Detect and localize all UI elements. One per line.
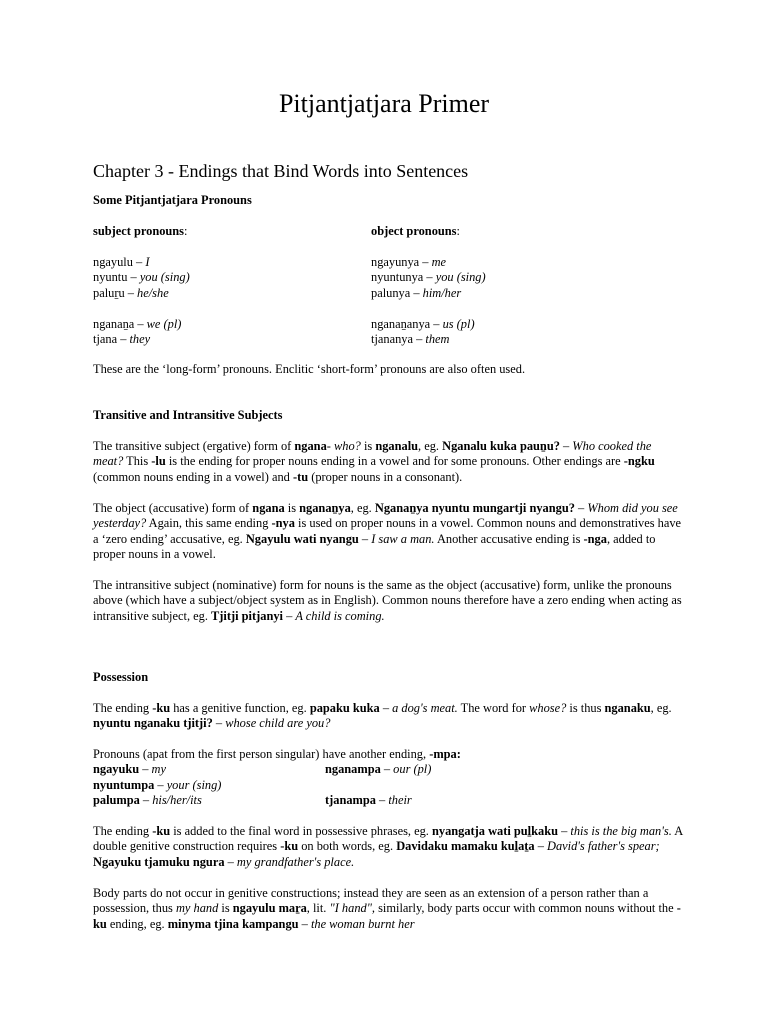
pronoun-row: nganaṉa – we (pl) nganaṉanya – us (pl): [93, 317, 475, 331]
possessive-row: ngayuku – my nganampa – our (pl): [93, 762, 432, 777]
pronoun-column-headers: [93, 224, 683, 239]
pronoun-note: These are the ‘long-form’ pronouns. Enclitic ‘short-form’ pronouns are also often used.: [93, 362, 526, 376]
possessive-row: nyuntumpa – your (sing): [93, 777, 222, 792]
paragraph-body-parts: Body parts do not occur in genitive constructions; instead they are seen as an extension of a person rather than a possession, thus my hand is ngayulu maṟa, lit. "I hand", similarly, body parts occur with common nouns without the -ku ending, eg. minyma tjina kampangu – the woman burnt her: [93, 886, 681, 931]
page-title: Pitjantjatjara Primer: [278, 89, 490, 118]
possessive-pronouns: [93, 747, 683, 809]
pronoun-row: tjana – they tjananya – them: [93, 332, 450, 347]
pronoun-table-plural: [93, 317, 683, 348]
section-heading-transitive: Transitive and Intransitive Subjects: [93, 408, 283, 422]
pronoun-row: paluṟu – he/she palunya – him/her: [93, 285, 462, 300]
possessive-row: palumpa – his/her/its tjanampa – their: [93, 793, 412, 808]
pronoun-row: nyuntu – you (sing) nyuntunya – you (sing): [93, 270, 486, 285]
paragraph-possessive-phrases: The ending -ku is added to the final word in possessive phrases, eg. nyangatja wati puḻkaku – this is the big man's. A double genitive construction requires -ku on both words, eg. Davidaku mamaku kuḻaṯa – David's father's spear; Ngayuku tjamuku ngura – my grandfather's place.: [93, 824, 683, 869]
object-pronouns-header: object pronouns:: [371, 224, 460, 238]
pronoun-table-singular: [93, 255, 683, 301]
paragraph-ergative: The transitive subject (ergative) form of ngana- who? is nganalu, eg. Nganalu kuka pauṉu? – Who cooked the meat? This -lu is the ending for proper nouns ending in a vowel and for some pronouns. Other endings are -ngku (common nouns ending in a vowel) and -tu (proper nouns in a consonant).: [93, 439, 655, 484]
chapter-heading: Chapter 3 - Endings that Bind Words into Sentences: [93, 161, 469, 181]
section-heading-pronouns: Some Pitjantjatjara Pronouns: [93, 193, 252, 207]
section-heading-possession: Possession: [93, 670, 149, 684]
paragraph-accusative: The object (accusative) form of ngana is nganaṉya, eg. Nganaṉya nyuntu mungartji nyangu? – Whom did you see yesterday? Again, this same ending -nya is used on proper nouns in a vowel. Common nouns and demonstratives have a ‘zero ending’ accusative, eg. Ngayulu wati nyangu – I saw a man. Another accusative ending is -nga, added to proper nouns in a vowel.: [93, 501, 682, 562]
subject-pronouns-header: subject pronouns:: [93, 224, 188, 238]
pronoun-row: ngayulu – I ngayunya – me: [93, 255, 447, 269]
paragraph-mpa: Pronouns (apat from the first person singular) have another ending, -mpa:: [93, 747, 461, 761]
paragraph-genitive: The ending -ku has a genitive function, eg. papaku kuka – a dog's meat. The word for whose? is thus nganaku, eg. nyuntu nganaku tjitji? – whose child are you?: [93, 701, 672, 731]
paragraph-nominative: The intransitive subject (nominative) form for nouns is the same as the object (accusative) form, unlike the pronouns above (which have a subject/object system as in English). Common nouns therefore have a zero ending when acting as intransitive subject, eg. Tjitji pitjanyi – A child is coming.: [93, 578, 682, 623]
